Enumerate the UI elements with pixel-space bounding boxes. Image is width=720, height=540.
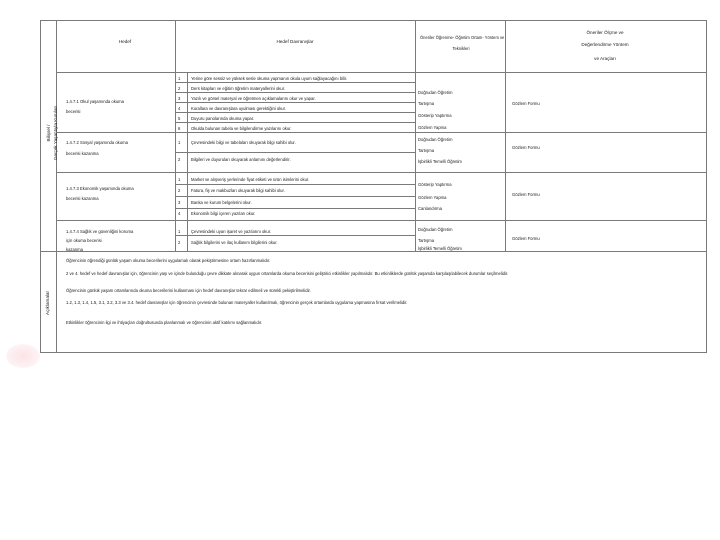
goal-row-4-line3: kazanma [66,247,83,252]
behavior-num: 2 [178,86,181,91]
behavior-num: 1 [178,140,181,145]
assessment-item: Gözlem Formu [512,236,540,241]
behavior-text: Sağlık bilgilerini ve ilaç kullanım bilgilerini okur. [191,240,278,245]
behavior-text: Kurallara ve davranışlara uyulması gerektiğini okur. [191,106,286,111]
behavior-text: Yazılı ve görsel materyal ve öğretmen açıklamalarını okur ve yapar. [191,96,316,101]
col-divider-1 [175,20,176,251]
note-4: 1.2, 1.3, 1.4, 1.5, 3.1, 3.2, 3.3 ve 3.4. hedef davranışlar için öğrencinin çevresinde bulunan materyaller kullanılmalı, öğrencinin gerçek ortamlarda uygulama yapmasına fırsat verilmelidir. [66,300,408,305]
method-item: İşbirlikli Temelli Öğretim [418,246,462,251]
behavior-num: 2 [178,240,181,245]
method-item: Doğrudan Öğretim [418,137,453,142]
behavior-text: Duyuru panolarında okuma yapar. [191,116,255,121]
behavior-line [175,92,415,93]
row-divider-3 [56,220,706,221]
header-ortam-line1: Öneriler Öğrenme- Öğretim Ortam- Yöntem ve [420,35,505,40]
curriculum-table [40,20,706,352]
goal-row-1-line1: 1.4.7.1 Okul yaşamında okuma [66,99,124,104]
assessment-item: Gözlem Formu [512,145,540,150]
method-item: Tartışma [418,148,435,153]
goal-row-3-line1: 1.4.7.3 Ekonomik yaşamında okuma [66,186,134,191]
assessment-item: Gözlem Formu [512,192,540,197]
header-olcme-line3: ve Araçları [594,56,616,61]
header-ortam-line2: Teknikleri [452,46,470,51]
method-item: Tartışma [418,238,435,243]
method-item: Tartışma [418,101,435,106]
behavior-text: Fatura, fiş ve makbuzları okuyarak bilgi sahibi olur. [191,188,285,193]
number-column-divider [187,72,188,251]
behavior-text: Market ve alışveriş yerlerinde fiyat etiketi ve ürün isimlerini okur. [191,177,310,182]
behavior-num: 4 [178,211,181,216]
side-label-top-line1: Bilişsel / [46,124,51,142]
behavior-text: Ekonomik bilgi içeren yazıları okur. [191,211,256,216]
col-divider-3 [505,20,506,251]
header-olcme-line1: Öneriler Ölçme ve [586,30,624,35]
behavior-num: 5 [178,116,181,121]
border-left [40,20,41,352]
note-1: Öğrencinin öğrendiği günlük yaşam okuma becerilerini uygulamalı olarak pekiştirmesine ortam hazırlanmalıdır. [66,258,271,263]
method-item: Gösterip Yaptırma [418,113,452,118]
goal-row-4-line1: 1.4.7.4 Sağlık ve güvenliğini koruma [66,229,134,234]
behavior-text: Çevresindeki uyarı işaret ve yazılarını okur. [191,229,272,234]
border-bottom [40,352,706,353]
notes-divider [40,251,706,252]
behavior-num: 2 [178,157,181,162]
behavior-line [175,208,415,209]
goal-row-2-line2: becerisi kazanma [66,151,99,156]
method-item: İşbirlikli Temelli Öğretim [418,159,462,164]
col-divider-2 [415,20,416,251]
behavior-num: 4 [178,106,181,111]
row-divider-1 [56,132,706,133]
note-3: Öğrencinin günlük yaşam ortamlarında okuma becerilerini kullanması için hedef davranışlar tekrar edilmeli ve sürekli pekiştirilmelidir. [66,288,311,293]
side-label-top-line2: Gerçek Yaşantıyla Kurulan [53,105,58,161]
method-item: Gösterip Yaptırma [418,182,452,187]
behavior-num: 6 [178,126,181,131]
side-column-divider [56,20,57,352]
note-5: Etkinlikler öğrencinin ilgi ve ihtiyaçları doğrultusunda planlanmalı ve öğrencinin aktif katılımı sağlanmalıdır. [66,320,263,325]
behavior-num: 3 [178,200,181,205]
behavior-text: Ders kitapları ve eğitim öğretim materyallerini okur. [191,86,286,91]
goal-row-1-line2: becerisi [66,109,81,114]
header-hedef-davranislar: Hedef Davranışlar [276,39,314,44]
goal-row-4-line2: için okuma becerisi [66,238,102,243]
behavior-text: Okulda bulunan tabela ve bilgilendirme yazılarını okur. [191,126,292,131]
header-divider [56,72,706,73]
method-item: Doğrudan Öğretim [418,227,453,232]
goal-row-3-line2: becerisi kazanma [66,196,99,201]
behavior-num: 1 [178,76,181,81]
method-item: Gözlem Yapma [418,125,447,130]
behavior-text: Çevresindeki bilgi ve tabelaları okuyarak bilgi sahibi olur. [191,140,296,145]
behavior-text: Bilgileri ve duyuruları okuyarak anlamını değerlendirir. [191,157,291,162]
behavior-text: Yerine göre sessiz ve yüksek sesle okuma yapmanın okula uyum sağlayacağını bilir. [191,76,348,81]
behavior-line [175,82,415,83]
method-item: Doğrudan Öğretim [418,90,453,95]
behavior-line [175,196,415,197]
behavior-num: 1 [178,229,181,234]
behavior-line [175,235,415,236]
border-right [706,20,707,353]
behavior-line [175,122,415,123]
header-hedef: Hedef [118,39,132,44]
header-olcme-line2: Değerlendirme Yöntem [581,42,629,47]
method-item: Canlandırma [418,206,442,211]
behavior-line [175,152,415,153]
behavior-line [175,102,415,103]
method-item: Gözlem Yapma [418,195,447,200]
assessment-item: Gözlem Formu [512,101,540,106]
behavior-num: 3 [178,96,181,101]
behavior-line [175,112,415,113]
behavior-line [175,184,415,185]
behavior-text: Banka ve kurum belgelerini okur. [191,200,252,205]
behavior-num: 1 [178,177,181,182]
border-top [40,20,706,21]
behavior-num: 2 [178,188,181,193]
decorative-blob [6,344,40,368]
row-divider-2 [56,172,706,173]
side-label-bottom: Açıklamalar [45,291,50,315]
goal-row-2-line1: 1.4.7.2 Sosyal yaşamında okuma [66,140,128,145]
note-2: 2 ve 4. hedef ve hedef davranışlar için, öğrencinin yaşı ve içinde bulunduğu çevre dikkate alınarak uygun ortamlarda okuma becerisini geliştirici etkinlikler yapılmalıdır. Bu etkinliklerde günlük yaşamda karşılaşılabilecek durumlar seçilmelidir. [66,271,509,276]
